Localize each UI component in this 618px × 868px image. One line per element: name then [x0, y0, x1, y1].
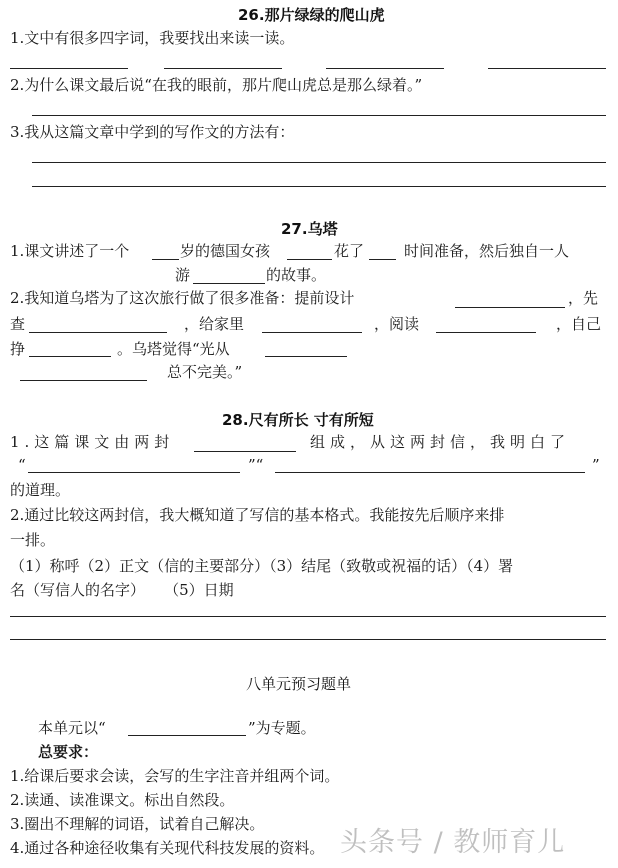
- s26-answer-line-q2[interactable]: [32, 115, 606, 116]
- s28-answer-line-1[interactable]: [10, 616, 606, 617]
- s28-blank-letters[interactable]: [194, 451, 296, 452]
- unit-8-title: 八单元预习题单: [246, 675, 352, 693]
- s26-blank-2[interactable]: [164, 68, 282, 69]
- s26-question-2: 2.为什么课文最后说“在我的眼前，那片爬山虎总是那么绿着。”: [10, 76, 423, 94]
- s28-q1-quote-mid: ”“: [248, 456, 264, 474]
- s28-items-line1: （1）称呼（2）正文（信的主要部分）（3）结尾（致敬或祝福的话）（4）署: [10, 557, 514, 575]
- requirement-3: 3.圈出不理解的词语，试着自己解决。: [10, 815, 265, 833]
- s27-blank-from[interactable]: [265, 356, 347, 357]
- requirement-2: 2.读通、读准课文。标出自然段。: [10, 791, 235, 809]
- s26-blank-1[interactable]: [10, 68, 128, 69]
- s28-blank-lesson-2[interactable]: [275, 472, 585, 473]
- watermark: 头条号 / 教师育儿: [340, 827, 566, 858]
- unit-8-topic-a: 本单元以“: [38, 719, 106, 737]
- s27-blank-girl[interactable]: [287, 259, 332, 260]
- s27-blank-design[interactable]: [455, 307, 565, 308]
- requirement-4: 4.通过各种途径收集有关现代科技发展的资料。: [10, 839, 325, 857]
- s28-q1-quote-open: “: [18, 456, 26, 474]
- requirements-heading: 总要求：: [38, 743, 99, 761]
- s27-q2-line3b: 。乌塔觉得“光从: [117, 340, 230, 358]
- s26-blank-3[interactable]: [326, 68, 444, 69]
- s28-q2-line2: 一排。: [10, 531, 56, 549]
- s27-blank-time[interactable]: [369, 259, 396, 260]
- s26-question-1: 1.文中有很多四字词，我要找出来读一读。: [10, 29, 295, 47]
- s27-q2-line2c: ，阅读: [374, 315, 420, 333]
- requirement-1: 1.给课后要求会读，会写的生字注音并组两个词。: [10, 767, 340, 785]
- s27-q1-line2b: 的故事。: [266, 266, 327, 284]
- s26-answer-line-q3a[interactable]: [32, 162, 606, 163]
- s27-blank-travel[interactable]: [193, 283, 265, 284]
- unit-8-blank-topic[interactable]: [128, 735, 246, 736]
- s27-blank-check[interactable]: [29, 332, 167, 333]
- s26-blank-4[interactable]: [488, 68, 606, 69]
- s27-q2-line2a: 查: [10, 315, 26, 333]
- section-26-title: 26.那片绿绿的爬山虎: [238, 6, 385, 24]
- s27-q1-part3: 花了: [334, 242, 365, 260]
- s27-blank-home[interactable]: [262, 332, 362, 333]
- s27-blank-earn[interactable]: [29, 356, 111, 357]
- s28-q2-line1: 2.通过比较这两封信，我大概知道了写信的基本格式。我能按先后顺序来排: [10, 506, 505, 524]
- s27-q1-line2a: 游: [175, 266, 191, 284]
- s27-blank-age[interactable]: [152, 259, 179, 260]
- s27-q2-line3a: 挣: [10, 340, 26, 358]
- s28-q1-line1a: 1.这篇课文由两封: [10, 433, 175, 451]
- s27-q2-line1b: ，先: [568, 289, 599, 307]
- unit-8-topic-b: ”为专题。: [248, 719, 316, 737]
- s27-blank-from-2[interactable]: [20, 380, 147, 381]
- s28-q1-line1b: 组成，从这两封信，我明白了: [310, 433, 571, 451]
- s27-q1-part2: 岁的德国女孩: [180, 242, 271, 260]
- s27-blank-read[interactable]: [436, 332, 536, 333]
- s28-blank-lesson-1[interactable]: [28, 472, 240, 473]
- s26-question-3: 3.我从这篇文章中学到的写作文的方法有：: [10, 123, 295, 141]
- section-27-title: 27.乌塔: [281, 220, 338, 238]
- s28-answer-line-2[interactable]: [10, 639, 606, 640]
- s28-q1-quote-close: ”: [592, 456, 600, 474]
- s27-q2-line2d: ，自己: [556, 315, 602, 333]
- s27-q2-line1: 2.我知道乌塔为了这次旅行做了很多准备：提前设计: [10, 289, 355, 307]
- s27-q2-line2b: ，给家里: [184, 315, 245, 333]
- s27-q1-part4: 时间准备，然后独自一人: [404, 242, 570, 260]
- s27-q2-line4: 总不完美。”: [167, 363, 243, 381]
- s28-items-line2: 名（写信人的名字） （5）日期: [10, 581, 234, 599]
- s27-q1-part1: 1.课文讲述了一个: [10, 242, 130, 260]
- s28-q1-line3: 的道理。: [10, 481, 71, 499]
- section-28-title: 28.尺有所长 寸有所短: [222, 411, 374, 429]
- s26-answer-line-q3b[interactable]: [32, 186, 606, 187]
